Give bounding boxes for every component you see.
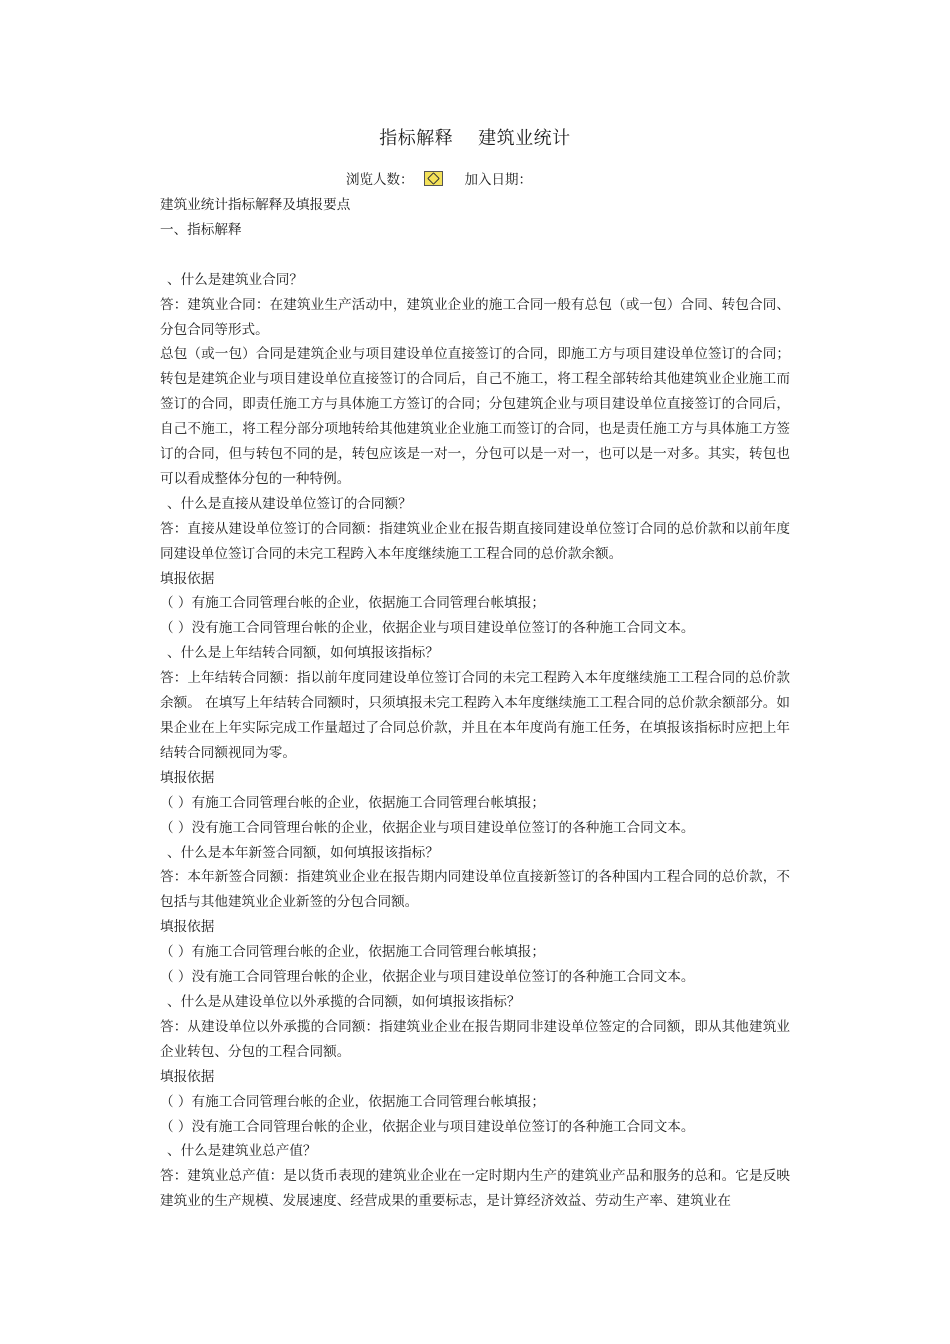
basis-heading: 填报依据	[160, 919, 215, 936]
basis-item: （ ）没有施工合同管理台帐的企业，依据企业与项目建设单位签订的各种施工合同文本。	[160, 620, 695, 637]
date-label: 加入日期：	[464, 172, 532, 188]
basis-heading: 填报依据	[160, 1068, 215, 1085]
question-heading: 、什么是上年结转合同额，如何填报该指标？	[167, 645, 439, 662]
answer-paragraph: 答：本年新签合同额：指建筑业企业在报告期内同建设单位直接新签订的各种国内工程合同的总价款，不包括与其他建筑业企业新签的分包合同额。	[160, 869, 790, 911]
doc-heading: 建筑业统计指标解释及填报要点	[160, 197, 351, 213]
basis-item: （ ）有施工合同管理台帐的企业，依据施工合同管理台帐填报；	[160, 1093, 545, 1110]
blank-line	[160, 243, 790, 268]
basis-item: （ ）有施工合同管理台帐的企业，依据施工合同管理台帐填报；	[160, 944, 545, 961]
section-heading: 一、指标解释	[160, 221, 242, 238]
question-heading: 、什么是直接从建设单位签订的合同额？	[167, 495, 412, 512]
answer-paragraph: 答：建筑业合同：在建筑业生产活动中，建筑业企业的施工合同一般有总包（或一包）合同、转包合同、分包合同等形式。	[160, 296, 790, 338]
basis-item: （ ）没有施工合同管理台帐的企业，依据企业与项目建设单位签订的各种施工合同文本。	[160, 969, 695, 986]
basis-heading: 填报依据	[160, 769, 215, 786]
basis-item: （ ）有施工合同管理台帐的企业，依据施工合同管理台帐填报；	[160, 595, 545, 612]
views-label: 浏览人数：	[346, 172, 414, 188]
basis-item: （ ）没有施工合同管理台帐的企业，依据企业与项目建设单位签订的各种施工合同文本。	[160, 819, 695, 836]
basis-heading: 填报依据	[160, 570, 215, 587]
question-heading: 、什么是建筑业总产值？	[167, 1143, 317, 1160]
question-heading: 、什么是本年新签合同额，如何填报该指标？	[167, 844, 439, 861]
answer-paragraph: 答：从建设单位以外承揽的合同额：指建筑业企业在报告期同非建设单位签定的合同额，即从其他建筑业企业转包、分包的工程合同额。	[160, 1018, 790, 1060]
answer-paragraph: 答：直接从建设单位签订的合同额：指建筑业企业在报告期直接同建设单位签订合同的总价款和以前年度同建设单位签订合同的未完工程跨入本年度继续施工工程合同的总价款余额。	[160, 520, 790, 562]
answer-paragraph: 答：上年结转合同额：指以前年度同建设单位签订合同的未完工程跨入本年度继续施工工程合同的总价款余额。 在填写上年结转合同额时，只须填报未完工程跨入本年度继续施工工程合同的总价款余额部分。如果企业在上年实际完成工作量超过了合同总价款，并且在本年度尚有施工任务，在填报该指标时应把上年结转合同额视同为零。	[160, 670, 790, 761]
basis-item: （ ）没有施工合同管理台帐的企业，依据企业与项目建设单位签订的各种施工合同文本。	[160, 1118, 695, 1135]
article-body	[160, 193, 790, 1214]
article-meta	[346, 166, 746, 194]
question-heading: 、什么是建筑业合同？	[167, 271, 303, 288]
body-paragraph: 总包（或一包）合同是建筑企业与项目建设单位直接签订的合同，即施工方与项目建设单位签订的合同；转包是建筑企业与项目建设单位直接签订的合同后，自己不施工，将工程全部转给其他建筑业企业施工而签订的合同，即责任施工方与具体施工方签订的合同；分包建筑企业与项目建设单位直接签订的合同后，自己不施工，将工程分部分项地转给其他建筑业企业施工而签订的合同，也是责任施工方与具体施工方签订的合同，但与转包不同的是，转包应该是一对一，分包可以是一对一，也可以是一对多。其实，转包也可以看成整体分包的一种特例。	[160, 346, 790, 487]
views-counter-icon	[424, 171, 443, 186]
answer-paragraph: 答：建筑业总产值：是以货币表现的建筑业企业在一定时期内生产的建筑业产品和服务的总和。它是反映建筑业的生产规模、发展速度、经营成果的重要标志，是计算经济效益、劳动生产率、建筑业在	[160, 1168, 790, 1210]
basis-item: （ ）有施工合同管理台帐的企业，依据施工合同管理台帐填报；	[160, 794, 545, 811]
page-title: 指标解释 建筑业统计	[379, 128, 571, 149]
question-heading: 、什么是从建设单位以外承揽的合同额，如何填报该指标？	[167, 993, 521, 1010]
